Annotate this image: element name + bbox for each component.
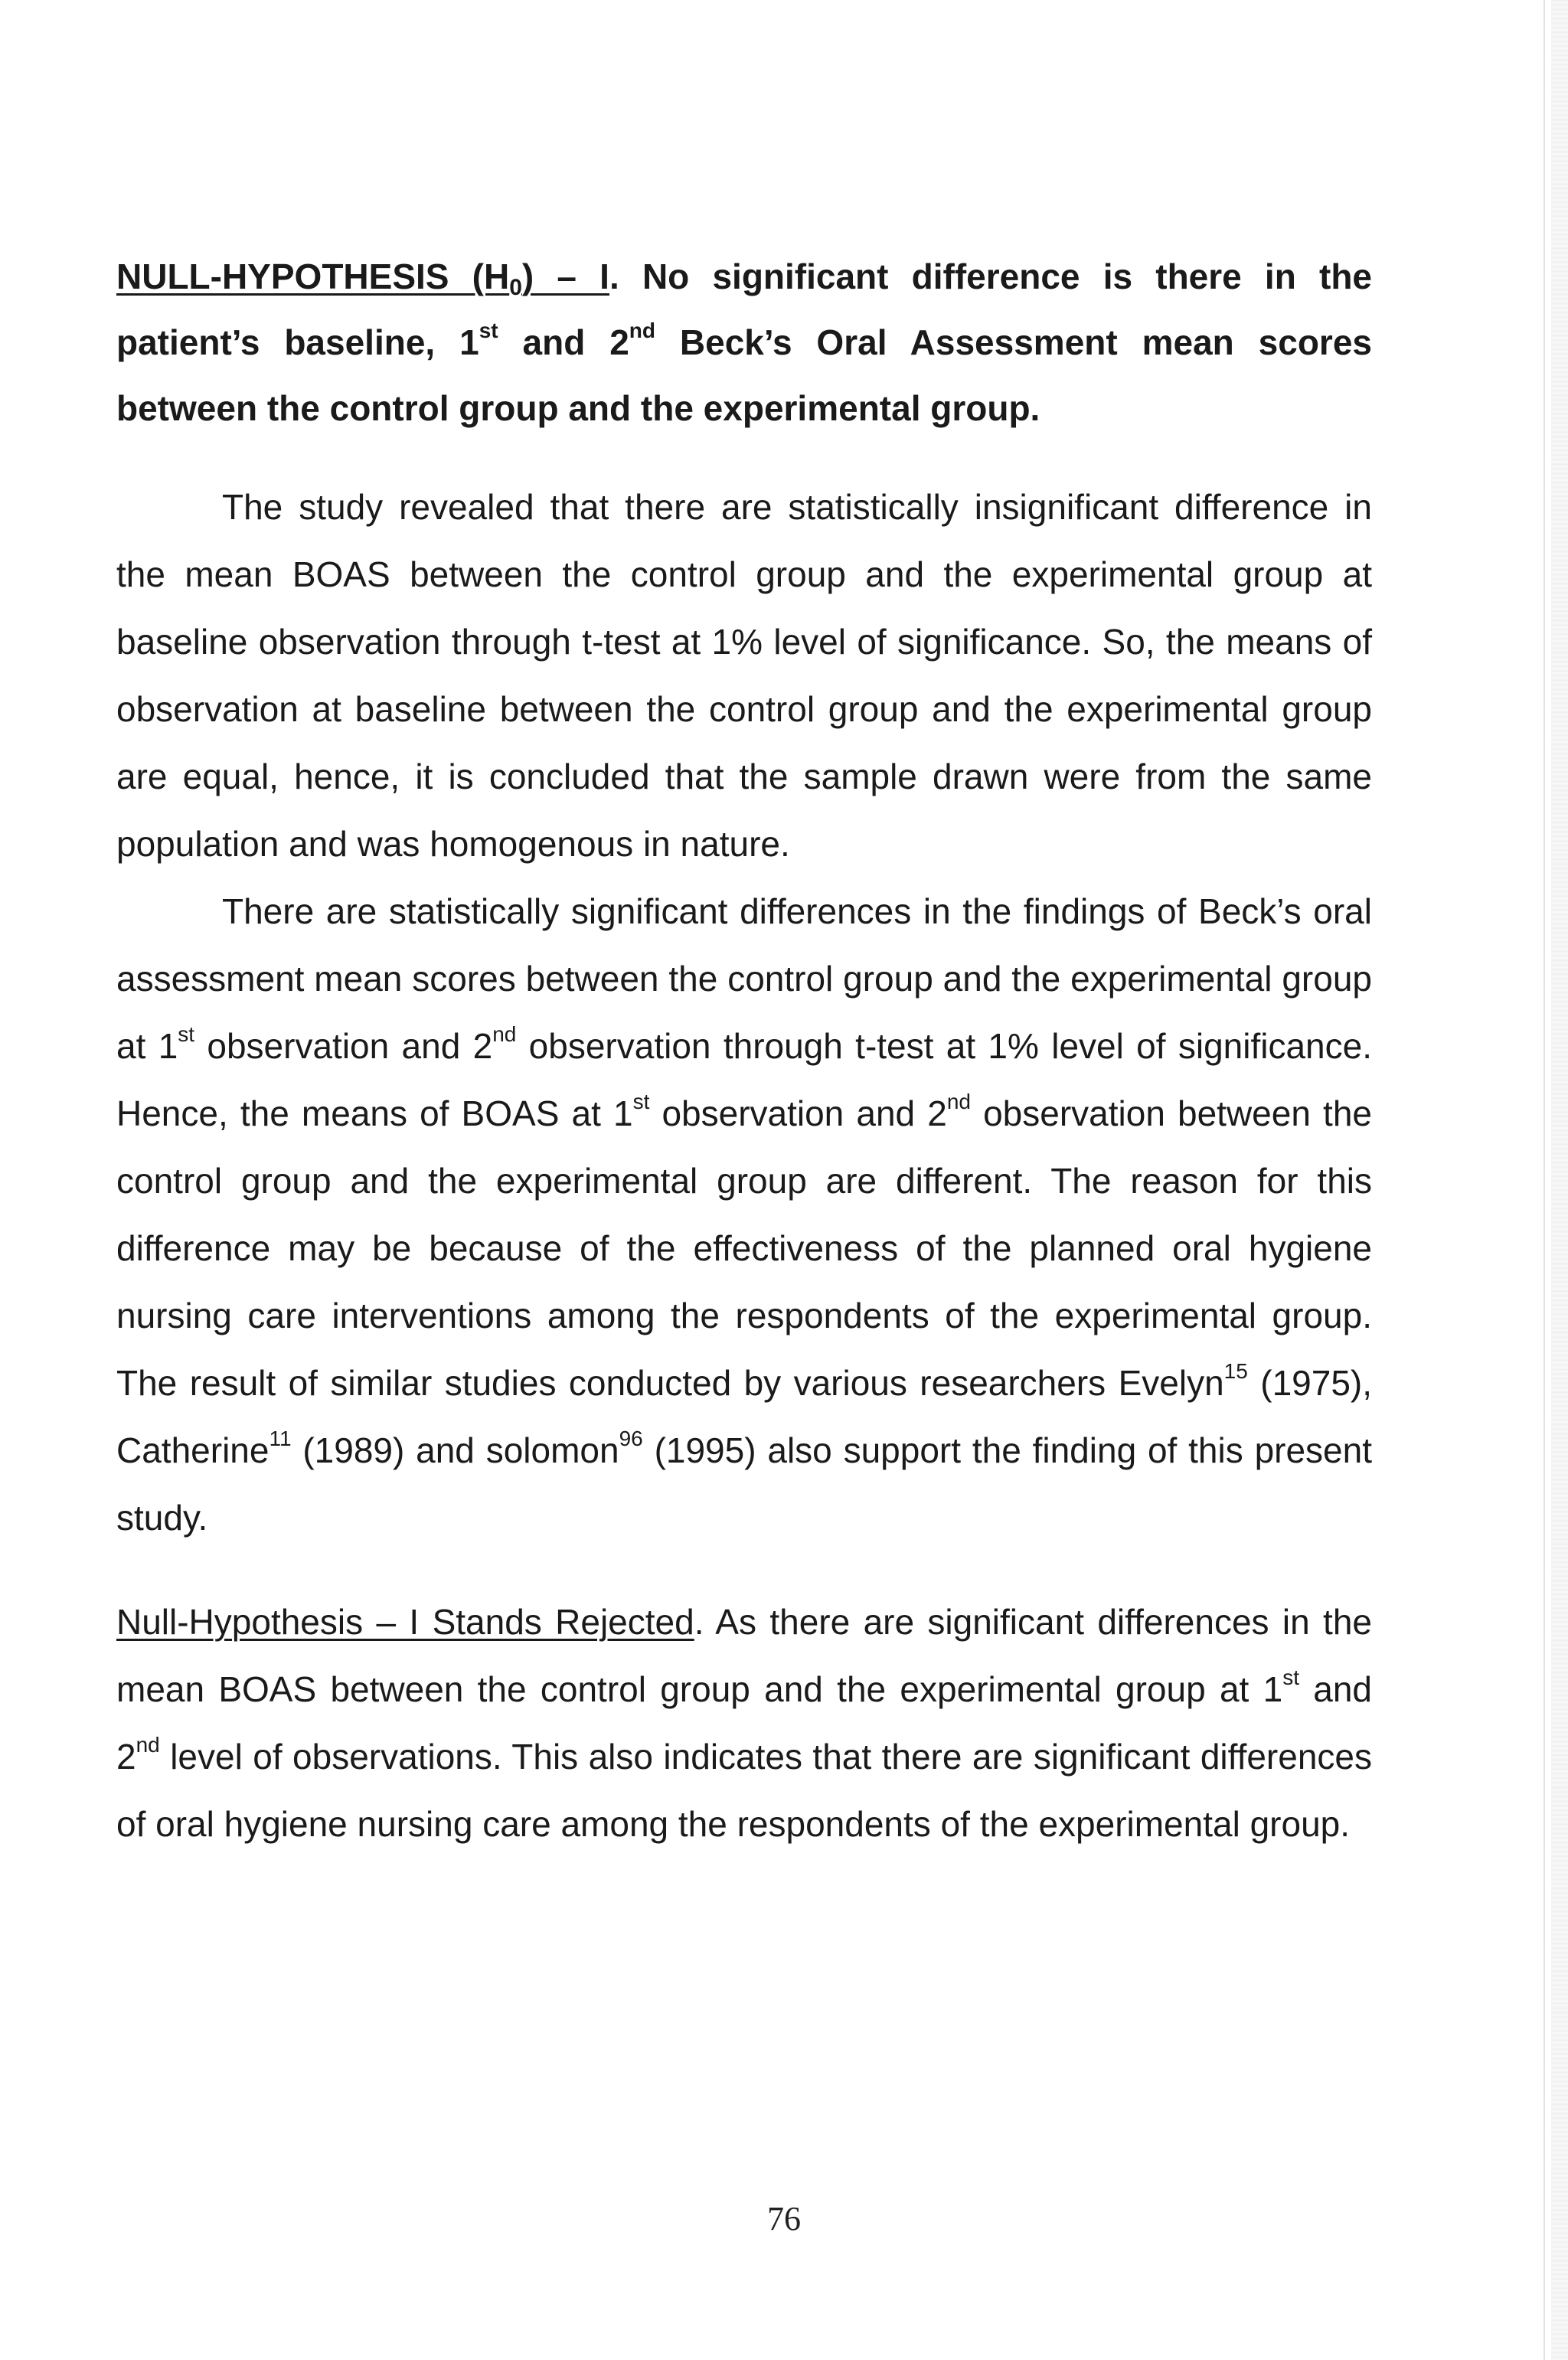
superscript: st: [479, 319, 498, 342]
superscript: st: [632, 1090, 650, 1113]
superscript: nd: [946, 1090, 971, 1113]
scan-edge-line: [1544, 0, 1545, 2360]
scan-edge: [1551, 0, 1568, 2360]
document-body: [116, 244, 1372, 1858]
superscript: nd: [136, 1733, 160, 1757]
citation-superscript: 96: [619, 1427, 643, 1450]
hypothesis-label: NULL-HYPOTHESIS $(H_0)$ – I: [116, 257, 609, 300]
paragraph-baseline: The study revealed that there are statistically insignificant difference in the mean BOAS between the control group and the experimental group at baseline observation through t-test at 1% level of significance. So, the means of observation at baseline between the control group and the experimental group are equal, hence, it is concluded that the sample drawn were from the same population and was homogenous in nature.: [116, 487, 1372, 864]
paragraph-conclusion: Null-Hypothesis – I Stands Rejected. As there are significant differences in the mean BOAS between the control group and the experimental group at 1st and 2nd level of observations. This also indicates that there are significant differences of oral hygiene nursing care among the respondents of the experimental group.: [116, 1602, 1373, 1844]
subscript-zero: 0: [509, 275, 522, 300]
superscript: st: [1282, 1665, 1299, 1689]
page-number: 76: [767, 2200, 801, 2237]
citation-superscript: 15: [1223, 1359, 1248, 1383]
superscript: st: [178, 1022, 195, 1046]
superscript: nd: [629, 319, 655, 342]
citation-superscript: 11: [269, 1427, 292, 1450]
hypothesis-heading: NULL-HYPOTHESIS $(H_0)$ – I. No significant difference is there in the patient’s baseline, 1st and 2nd Beck’s Oral Assessment mean scores between the control group and the experimental group.: [116, 257, 1373, 428]
superscript: nd: [492, 1022, 517, 1046]
hypothesis-text: . No significant difference is there in the patient’s baseline, 1: [116, 257, 1373, 362]
paragraph-observations: There are statistically significant differences in the findings of Beck’s oral assessment mean scores between the control group and the experimental group at 1st observation and 2nd observation through t-test at 1% level of significance. Hence, the means of BOAS at 1st observation and 2nd observation between the control group and the experimental group are different. The reason for this difference may be because of the effectiveness of the planned oral hygiene nursing care interventions among the respondents of the experimental group. The result of similar studies conducted by various researchers Evelyn$^{15}$ (1975), Catherine$^{11}$ (1989) and solomon$^{96}$ (1995) also support the finding of this present study.: [116, 891, 1373, 1538]
conclusion-label: Null-Hypothesis – I Stands Rejected: [116, 1602, 694, 1642]
